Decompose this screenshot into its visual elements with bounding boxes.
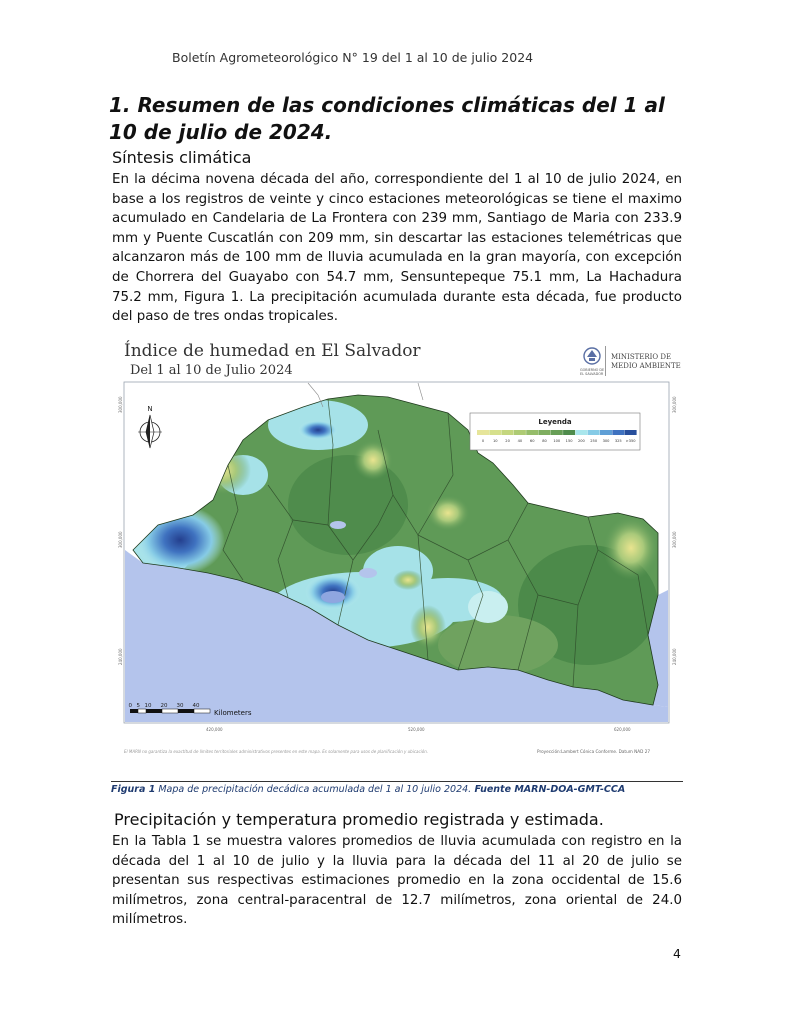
humidity-map xyxy=(118,335,681,765)
coord-x1: 420,000 xyxy=(206,727,223,732)
running-header: Boletín Agrometeorológico N° 19 del 1 al 10 de julio 2024 xyxy=(172,50,534,65)
legend-swatch xyxy=(612,430,624,435)
north-label: N xyxy=(147,405,153,413)
coord-mid-left: 300,000 xyxy=(118,531,123,548)
legend-swatch xyxy=(526,430,538,435)
map-disclaimer: El MARN no garantiza la exactitud de límites territoriales administrativos presentes en este mapa. Es solamente para usos de planificación y ubicación. xyxy=(124,749,429,754)
legend-value-label: 60 xyxy=(529,439,535,443)
scale-unit: Kilometers xyxy=(214,709,252,717)
coord-mid-right: 300,000 xyxy=(672,531,677,548)
legend-value-label: 20 xyxy=(505,439,510,443)
scale-tick-label: 10 xyxy=(144,703,152,709)
lake-coatepeque xyxy=(330,521,346,529)
humidity-map-figure xyxy=(118,335,681,765)
coord-top-right: 300,000 xyxy=(672,396,677,413)
gov-label-line2: EL SALVADOR xyxy=(580,372,604,376)
map-subtitle: Del 1 al 10 de Julio 2024 xyxy=(130,363,293,378)
scale-tick-label: 20 xyxy=(160,703,168,709)
caption-divider xyxy=(111,781,683,782)
legend-swatch xyxy=(477,430,489,435)
section-title: 1. Resumen de las condiciones climáticas del 1 al 10 de julio de 2024. xyxy=(109,93,665,144)
legend-value-label: 10 xyxy=(493,439,498,443)
legend-swatch xyxy=(563,430,575,435)
legend-title: Leyenda xyxy=(538,418,572,426)
coord-x2: 520,000 xyxy=(408,727,425,732)
legend-value-label: 0 xyxy=(481,439,485,443)
gov-label-line1: GOBIERNO DE xyxy=(580,368,605,372)
legend-value-label: 200 xyxy=(577,439,585,443)
legend-swatch xyxy=(551,430,563,435)
legend-swatch xyxy=(600,430,612,435)
caption-source: Fuente MARN-DOA-GMT-CCA xyxy=(471,784,626,795)
caption-text: Mapa de precipitación decádica acumulada del 1 al 10 julio 2024. xyxy=(155,784,472,795)
legend-value-label: 150 xyxy=(565,439,573,443)
coord-low-right: 240,000 xyxy=(672,648,677,665)
ministry-name-line2: MEDIO AMBIENTE xyxy=(611,362,681,370)
legend-swatch xyxy=(502,430,514,435)
legend-swatch xyxy=(539,430,551,435)
legend-value-label: 40 xyxy=(517,439,523,443)
map-title: Índice de humedad en El Salvador xyxy=(124,341,421,361)
scale-tick-label: 0 xyxy=(128,703,132,709)
map-legend xyxy=(470,413,640,450)
government-seal-icon xyxy=(584,348,600,364)
legend-swatch xyxy=(489,430,501,435)
lake-ilopango xyxy=(321,591,345,603)
legend-swatch xyxy=(514,430,526,435)
coord-x3: 620,000 xyxy=(614,727,631,732)
coord-low-left: 240,000 xyxy=(118,648,123,665)
lake-suchitlan xyxy=(359,568,377,578)
logo-divider xyxy=(605,346,606,376)
caption-label: Figura 1 xyxy=(111,784,156,795)
legend-swatch xyxy=(575,430,587,435)
legend-value-label: >350 xyxy=(625,439,636,443)
legend-value-label: 80 xyxy=(542,439,547,443)
page-number: 4 xyxy=(673,946,681,961)
climate-summary-paragraph: En la décima novena década del año, correspondiente del 1 al 10 de julio 2024, en base a los registros de veinte y cinco estaciones meteorológicas se tiene el maximo acumulado en Candelaria de La Frontera con 239 mm, Santiago de Maria con 233.9 mm y Puente Cuscatlán con 209 mm, sin descartar las estaciones telemétricas que alcanzaron más de 100 mm de lluvia acumulada en la gran mayoría, con excepción de Chorrera del Guayabo con 54.7 mm, Sensuntepeque 75.1 mm, La Hachadura 75.2 mm, Figura 1. La precipitación acumulada durante esta década, fue producto del paso de tres ondas tropicales. xyxy=(112,172,682,325)
ministry-name-line1: MINISTERIO DE xyxy=(611,353,672,361)
scale-tick-label: 30 xyxy=(176,703,184,709)
coord-top-left: 300,000 xyxy=(118,396,123,413)
legend-value-label: 300 xyxy=(602,439,610,443)
legend-value-label: 325 xyxy=(614,439,622,443)
legend-value-label: 100 xyxy=(553,439,561,443)
legend-swatch xyxy=(588,430,600,435)
scale-tick-label: 5 xyxy=(136,703,140,709)
section-subheading-2: Precipitación y temperatura promedio registrada y estimada. xyxy=(114,810,604,829)
section-subheading: Síntesis climática xyxy=(112,148,252,167)
legend-swatch xyxy=(625,430,637,435)
figure-caption xyxy=(111,784,625,795)
map-projection: Proyección:Lambert Cónica Conforme. Datum NAD 27 xyxy=(537,749,651,754)
legend-value-label: 250 xyxy=(590,439,598,443)
precipitation-paragraph: En la Tabla 1 se muestra valores promedios de lluvia acumulada con registro en la década del 1 al 10 de julio y la lluvia para la década del 11 al 20 de julio se presentan sus respectivas estimaciones promedio en la zona occidental de 15.6 milímetros, zona central-paracentral de 12.7 milímetros, zona oriental de 24.0 milímetros. xyxy=(112,834,682,928)
scale-tick-label: 40 xyxy=(192,703,200,709)
